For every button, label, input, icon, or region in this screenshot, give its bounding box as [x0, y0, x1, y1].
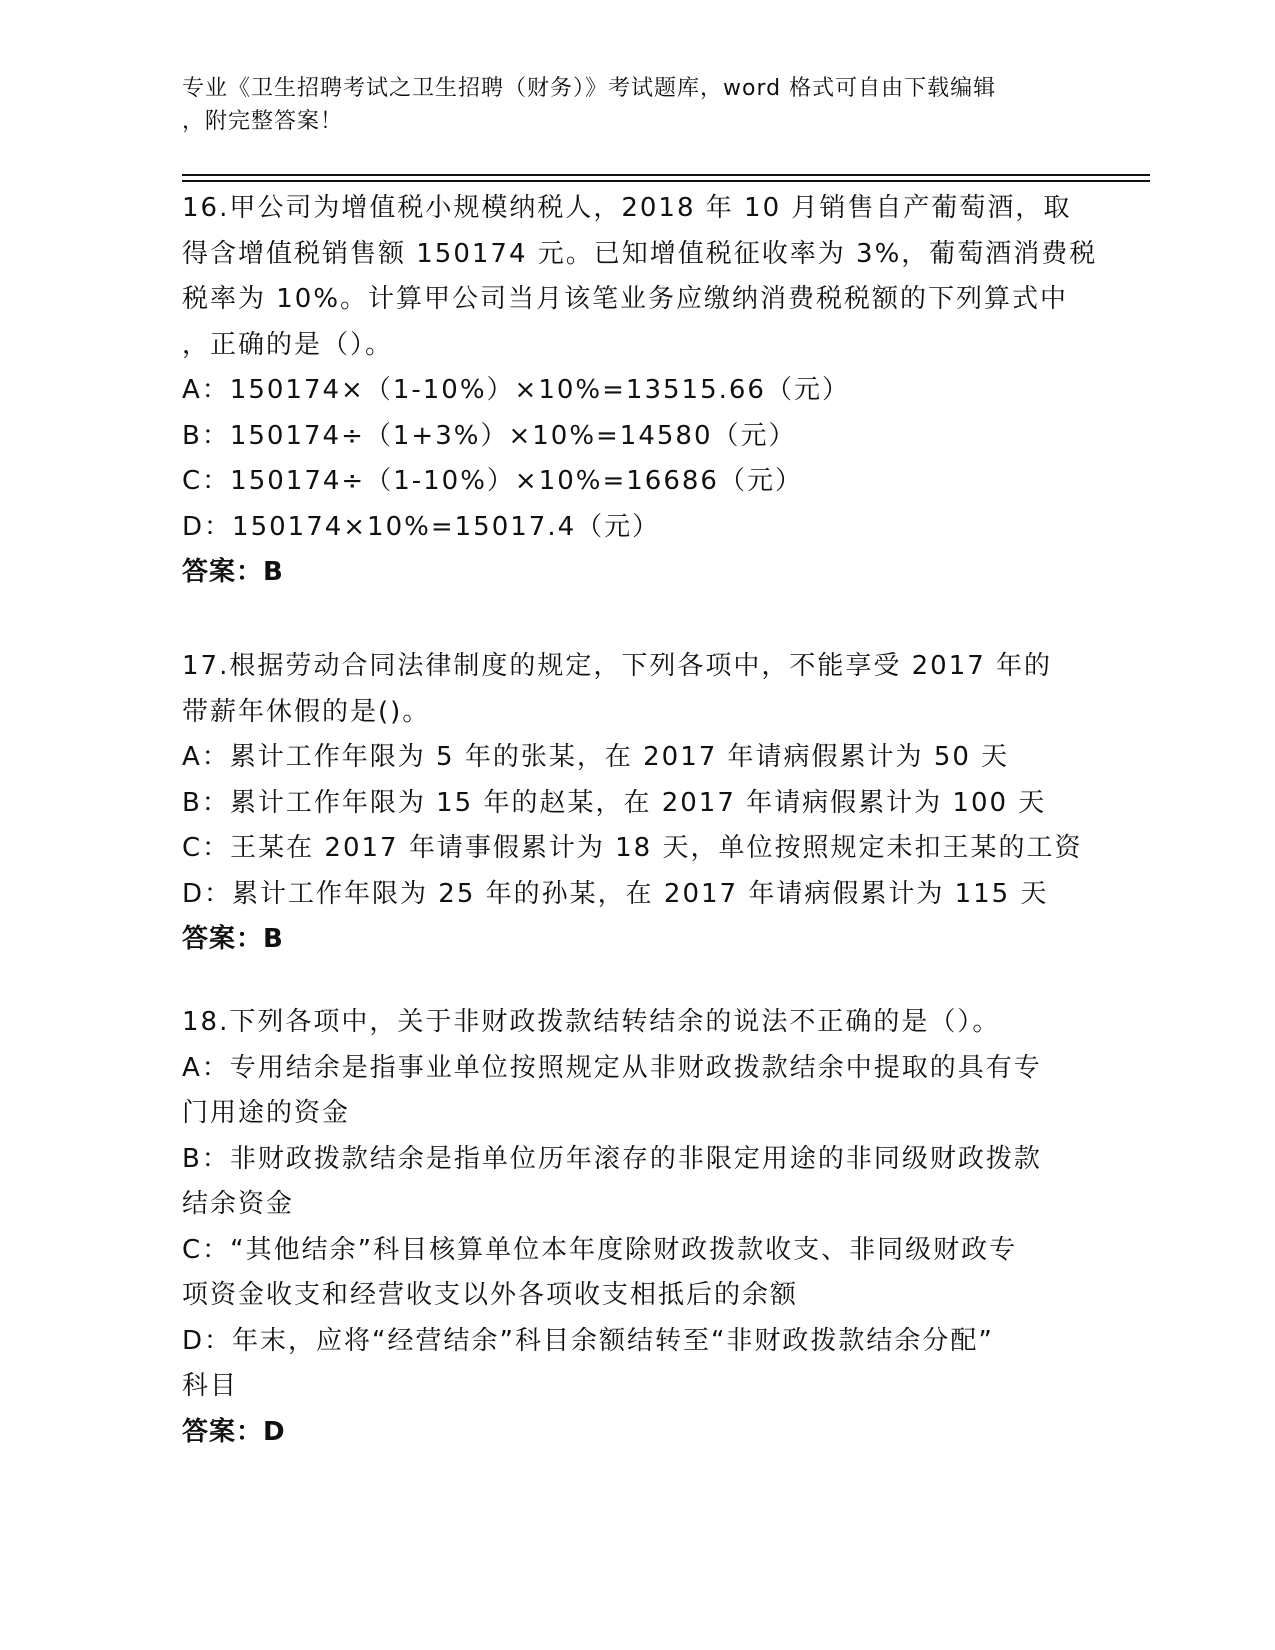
document-header — [182, 72, 1052, 138]
question-17-option-b: B：累计工作年限为 15 年的赵某，在 2017 年请病假累计为 100 天 — [182, 787, 1047, 818]
question-17-option-d: D：累计工作年限为 25 年的孙某，在 2017 年请病假累计为 115 天 — [182, 878, 1049, 909]
question-16-line-3: 税率为 10%。计算甲公司当月该笔业务应缴纳消费税税额的下列算式中 — [182, 284, 1069, 314]
question-18-option-d-cont: 科目 — [182, 1371, 239, 1401]
question-17-option-a: A：累计工作年限为 5 年的张某，在 2017 年请病假累计为 50 天 — [182, 742, 1010, 772]
question-16 — [182, 186, 1098, 596]
question-16-answer: 答案：B — [182, 557, 284, 587]
question-18-line-1: 18.下列各项中，关于非财政拨款结转结余的说法不正确的是（）。 — [182, 1007, 1001, 1037]
question-16-line-4: ，正确的是（）。 — [182, 329, 394, 360]
question-16-option-b: B：150174÷（1+3%）×10%=14580（元） — [182, 420, 797, 451]
question-16-line-1: 16.甲公司为增值税小规模纳税人，2018 年 10 月销售自产葡萄酒，取 — [182, 193, 1072, 223]
question-18-option-b-cont: 结余资金 — [182, 1189, 295, 1219]
question-18-answer: 答案：D — [182, 1416, 286, 1447]
question-17-answer: 答案：B — [182, 924, 284, 954]
question-18-option-c: C：“其他结余”科目核算单位本年度除财政拨款收支、非同级财政专 — [182, 1234, 1018, 1265]
question-18-option-d: D：年末，应将“经营结余”科目余额结转至“非财政拨款结余分配” — [182, 1325, 994, 1356]
question-17-line-2: 带薪年休假的是()。 — [182, 696, 431, 727]
header-line-2: ，附完整答案！ — [182, 109, 344, 134]
question-16-option-a: A：150174×（1-10%）×10%=13515.66（元） — [182, 375, 850, 405]
header-divider-top — [182, 174, 1150, 176]
question-18-option-b: B：非财政拨款结余是指单位历年滚存的非限定用途的非同级财政拨款 — [182, 1143, 1042, 1174]
question-18-option-a: A：专用结余是指事业单位按照规定从非财政拨款结余中提取的具有专 — [182, 1052, 1042, 1083]
question-16-line-2: 得含增值税销售额 150174 元。已知增值税征收率为 3%，葡萄酒消费税 — [182, 238, 1098, 269]
header-divider-bottom — [182, 180, 1150, 182]
question-17-line-1: 17.根据劳动合同法律制度的规定，下列各项中，不能享受 2017 年的 — [182, 651, 1053, 681]
question-16-option-c: C：150174÷（1-10%）×10%=16686（元） — [182, 466, 803, 496]
question-18-option-c-cont: 项资金收支和经营收支以外各项收支相抵后的余额 — [182, 1280, 799, 1310]
question-18 — [182, 1000, 1082, 1455]
question-18-option-a-cont: 门用途的资金 — [182, 1098, 351, 1128]
question-17 — [182, 644, 1082, 963]
question-16-option-d: D：150174×10%=15017.4（元） — [182, 511, 661, 542]
header-line-1: 专业《卫生招聘考试之卫生招聘（财务）》考试题库，word 格式可自由下载编辑 — [182, 76, 997, 101]
question-17-option-c: C：王某在 2017 年请事假累计为 18 天，单位按照规定未扣王某的工资 — [182, 833, 1083, 863]
